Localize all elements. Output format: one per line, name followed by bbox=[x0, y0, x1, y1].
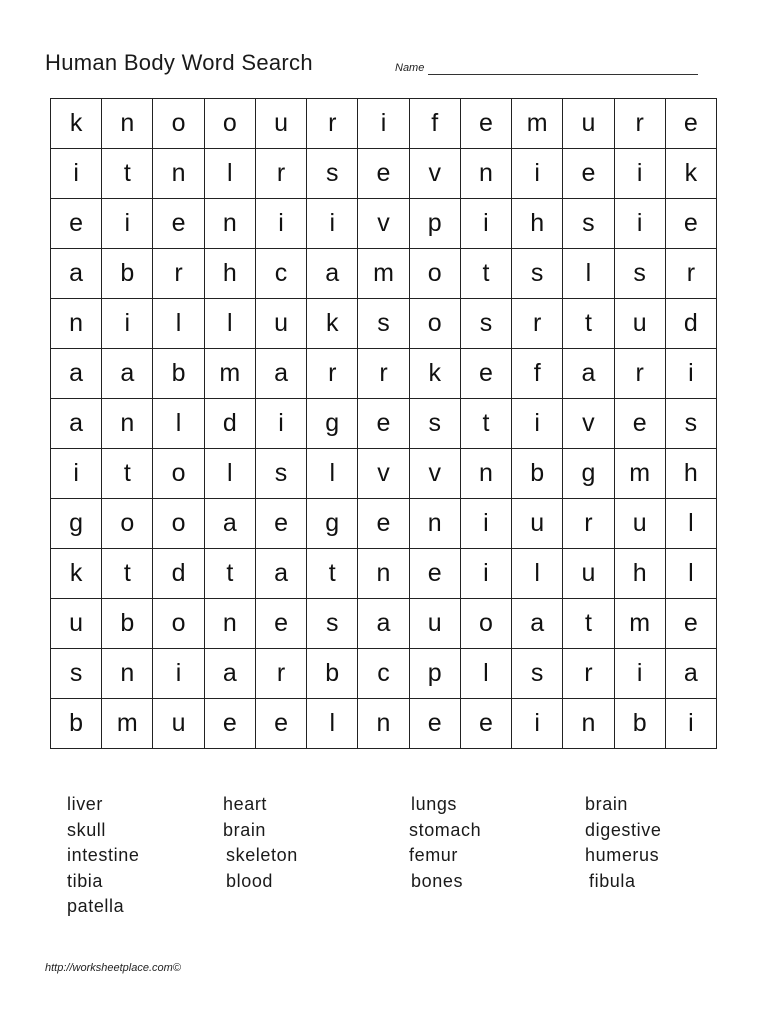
grid-cell: l bbox=[153, 399, 204, 449]
grid-cell: i bbox=[461, 199, 512, 249]
grid-cell: a bbox=[563, 349, 614, 399]
grid-cell: t bbox=[461, 249, 512, 299]
grid-cell: e bbox=[461, 99, 512, 149]
grid-cell: t bbox=[205, 549, 256, 599]
grid-cell: o bbox=[102, 499, 153, 549]
grid-cell: i bbox=[307, 199, 358, 249]
grid-cell: v bbox=[410, 149, 461, 199]
word-list-item: femur bbox=[409, 845, 459, 865]
word-list-item: skull bbox=[67, 819, 107, 840]
grid-cell: o bbox=[410, 249, 461, 299]
word-list-item: brain bbox=[585, 794, 629, 814]
grid-cell: l bbox=[205, 149, 256, 199]
name-label: Name bbox=[395, 62, 425, 74]
grid-cell: m bbox=[615, 599, 666, 649]
grid-cell: s bbox=[461, 299, 512, 349]
grid-cell: t bbox=[461, 399, 512, 449]
grid-cell: i bbox=[512, 149, 563, 199]
grid-cell: e bbox=[358, 399, 409, 449]
word-list-item: lungs bbox=[411, 794, 458, 814]
grid-cell: s bbox=[358, 299, 409, 349]
grid-cell: d bbox=[666, 299, 717, 349]
grid-cell: i bbox=[615, 649, 666, 699]
word-list-item: intestine bbox=[67, 845, 140, 865]
grid-cell: p bbox=[410, 649, 461, 699]
grid-cell: a bbox=[666, 649, 717, 699]
grid-cell: e bbox=[563, 149, 614, 199]
grid-cell: e bbox=[666, 599, 717, 649]
grid-cell: o bbox=[153, 499, 204, 549]
grid-cell: a bbox=[307, 249, 358, 299]
grid-cell: g bbox=[307, 399, 358, 449]
grid-cell: i bbox=[615, 199, 666, 249]
grid-cell: n bbox=[102, 399, 153, 449]
grid-cell: h bbox=[205, 249, 256, 299]
grid-cell: s bbox=[563, 199, 614, 249]
grid-cell: a bbox=[51, 349, 102, 399]
grid-cell: u bbox=[615, 299, 666, 349]
grid-cell: b bbox=[153, 349, 204, 399]
word-list-item: blood bbox=[226, 870, 274, 891]
grid-cell: g bbox=[563, 449, 614, 499]
grid-cell: l bbox=[307, 449, 358, 499]
grid-cell: n bbox=[51, 299, 102, 349]
grid-cell: i bbox=[256, 199, 307, 249]
word-list-item: liver bbox=[67, 794, 104, 814]
grid-cell: h bbox=[512, 199, 563, 249]
grid-cell: b bbox=[512, 449, 563, 499]
grid-cell: a bbox=[205, 649, 256, 699]
grid-cell: e bbox=[666, 99, 717, 149]
grid-cell: a bbox=[256, 549, 307, 599]
grid-cell: i bbox=[461, 549, 512, 599]
grid-cell: a bbox=[51, 249, 102, 299]
grid-cell: i bbox=[461, 499, 512, 549]
grid-cell: n bbox=[563, 699, 614, 749]
grid-cell: r bbox=[563, 499, 614, 549]
grid-cell: t bbox=[563, 299, 614, 349]
grid-cell: i bbox=[512, 699, 563, 749]
grid-cell: l bbox=[205, 449, 256, 499]
grid-cell: n bbox=[461, 449, 512, 499]
grid-cell: e bbox=[461, 349, 512, 399]
grid-cell: e bbox=[410, 549, 461, 599]
grid-cell: t bbox=[102, 149, 153, 199]
grid-cell: r bbox=[615, 349, 666, 399]
grid-cell: n bbox=[102, 99, 153, 149]
grid-cell: d bbox=[153, 549, 204, 599]
grid-cell: i bbox=[615, 149, 666, 199]
grid-cell: m bbox=[205, 349, 256, 399]
grid-cell: n bbox=[205, 599, 256, 649]
grid-cell: c bbox=[358, 649, 409, 699]
grid-cell: o bbox=[410, 299, 461, 349]
word-list bbox=[67, 794, 707, 924]
grid-cell: o bbox=[153, 99, 204, 149]
grid-cell: s bbox=[307, 599, 358, 649]
grid-cell: s bbox=[615, 249, 666, 299]
grid-cell: r bbox=[563, 649, 614, 699]
grid-cell: e bbox=[256, 699, 307, 749]
grid-cell: e bbox=[205, 699, 256, 749]
grid-cell: d bbox=[205, 399, 256, 449]
grid-cell: i bbox=[51, 449, 102, 499]
word-list-item: bones bbox=[411, 870, 464, 891]
grid-cell: e bbox=[410, 699, 461, 749]
grid-cell: r bbox=[307, 99, 358, 149]
grid-cell: a bbox=[358, 599, 409, 649]
grid-cell: u bbox=[512, 499, 563, 549]
grid-cell: r bbox=[358, 349, 409, 399]
grid-cell: g bbox=[51, 499, 102, 549]
grid-cell: m bbox=[358, 249, 409, 299]
grid-cell: n bbox=[358, 699, 409, 749]
grid-cell: v bbox=[410, 449, 461, 499]
grid-cell: n bbox=[358, 549, 409, 599]
grid-cell: a bbox=[102, 349, 153, 399]
grid-cell: k bbox=[51, 549, 102, 599]
grid-cell: t bbox=[102, 549, 153, 599]
grid-cell: o bbox=[153, 599, 204, 649]
grid-cell: r bbox=[307, 349, 358, 399]
grid-cell: r bbox=[256, 149, 307, 199]
grid-cell: i bbox=[102, 299, 153, 349]
grid-cell: h bbox=[615, 549, 666, 599]
grid-cell: l bbox=[666, 549, 717, 599]
grid-cell: l bbox=[563, 249, 614, 299]
grid-cell: e bbox=[51, 199, 102, 249]
grid-cell: s bbox=[51, 649, 102, 699]
grid-cell: b bbox=[615, 699, 666, 749]
word-list-item: fibula bbox=[589, 870, 636, 891]
grid-cell: o bbox=[153, 449, 204, 499]
word-list-item: heart bbox=[223, 794, 268, 814]
grid-cell: i bbox=[102, 199, 153, 249]
grid-cell: o bbox=[205, 99, 256, 149]
grid-cell: v bbox=[563, 399, 614, 449]
grid-cell: l bbox=[205, 299, 256, 349]
grid-cell: i bbox=[153, 649, 204, 699]
grid-cell: h bbox=[666, 449, 717, 499]
name-line bbox=[428, 74, 698, 75]
grid-cell: u bbox=[153, 699, 204, 749]
grid-cell: v bbox=[358, 199, 409, 249]
grid-cell: l bbox=[153, 299, 204, 349]
grid-cell: e bbox=[256, 599, 307, 649]
grid-cell: e bbox=[153, 199, 204, 249]
word-search-grid bbox=[50, 98, 717, 749]
grid-cell: i bbox=[666, 349, 717, 399]
word-list-item: patella bbox=[67, 896, 125, 916]
grid-cell: p bbox=[410, 199, 461, 249]
word-list-item: skeleton bbox=[226, 845, 298, 865]
grid-cell: r bbox=[512, 299, 563, 349]
grid-cell: s bbox=[512, 249, 563, 299]
grid-cell: i bbox=[51, 149, 102, 199]
grid-cell: r bbox=[615, 99, 666, 149]
grid-cell: g bbox=[307, 499, 358, 549]
grid-cell: f bbox=[410, 99, 461, 149]
grid-cell: a bbox=[512, 599, 563, 649]
grid-cell: n bbox=[410, 499, 461, 549]
word-list-item: digestive bbox=[585, 819, 662, 840]
grid-cell: u bbox=[563, 99, 614, 149]
grid-cell: n bbox=[461, 149, 512, 199]
grid-cell: c bbox=[256, 249, 307, 299]
grid-cell: o bbox=[461, 599, 512, 649]
grid-cell: u bbox=[563, 549, 614, 599]
grid-cell: a bbox=[205, 499, 256, 549]
grid-cell: n bbox=[205, 199, 256, 249]
grid-cell: k bbox=[307, 299, 358, 349]
grid-cell: a bbox=[256, 349, 307, 399]
grid-cell: e bbox=[358, 149, 409, 199]
grid-cell: v bbox=[358, 449, 409, 499]
grid-cell: s bbox=[256, 449, 307, 499]
grid-cell: u bbox=[256, 299, 307, 349]
grid-cell: i bbox=[666, 699, 717, 749]
grid-cell: e bbox=[666, 199, 717, 249]
grid-cell: r bbox=[256, 649, 307, 699]
grid-cell: t bbox=[307, 549, 358, 599]
word-list-item: stomach bbox=[409, 819, 482, 840]
grid-cell: l bbox=[307, 699, 358, 749]
grid-cell: r bbox=[153, 249, 204, 299]
grid-cell: i bbox=[512, 399, 563, 449]
word-list-item: humerus bbox=[585, 845, 660, 865]
grid-cell: b bbox=[102, 599, 153, 649]
grid-cell: s bbox=[512, 649, 563, 699]
grid-cell: f bbox=[512, 349, 563, 399]
grid-cell: u bbox=[256, 99, 307, 149]
grid-cell: t bbox=[563, 599, 614, 649]
grid-cell: e bbox=[461, 699, 512, 749]
footer-url: http://worksheetplace.com© bbox=[45, 962, 181, 974]
word-list-item: tibia bbox=[67, 870, 104, 891]
grid-cell: u bbox=[51, 599, 102, 649]
grid-cell: k bbox=[666, 149, 717, 199]
grid-cell: e bbox=[358, 499, 409, 549]
grid-cell: t bbox=[102, 449, 153, 499]
grid-cell: l bbox=[666, 499, 717, 549]
grid-cell: e bbox=[256, 499, 307, 549]
grid-cell: b bbox=[51, 699, 102, 749]
grid-cell: s bbox=[307, 149, 358, 199]
grid-cell: s bbox=[410, 399, 461, 449]
grid-cell: i bbox=[358, 99, 409, 149]
grid-cell: r bbox=[666, 249, 717, 299]
grid-cell: u bbox=[410, 599, 461, 649]
grid-cell: m bbox=[512, 99, 563, 149]
grid-cell: b bbox=[307, 649, 358, 699]
grid-cell: u bbox=[615, 499, 666, 549]
grid-cell: k bbox=[51, 99, 102, 149]
grid-cell: m bbox=[615, 449, 666, 499]
grid-cell: m bbox=[102, 699, 153, 749]
grid-cell: n bbox=[153, 149, 204, 199]
grid-cell: a bbox=[51, 399, 102, 449]
grid-cell: e bbox=[615, 399, 666, 449]
word-list-item: brain bbox=[223, 819, 267, 840]
grid-cell: n bbox=[102, 649, 153, 699]
grid-cell: s bbox=[666, 399, 717, 449]
grid-cell: k bbox=[410, 349, 461, 399]
grid-cell: l bbox=[461, 649, 512, 699]
grid-cell: l bbox=[512, 549, 563, 599]
page-title: Human Body Word Search bbox=[45, 50, 313, 75]
grid-cell: i bbox=[256, 399, 307, 449]
grid-cell: b bbox=[102, 249, 153, 299]
